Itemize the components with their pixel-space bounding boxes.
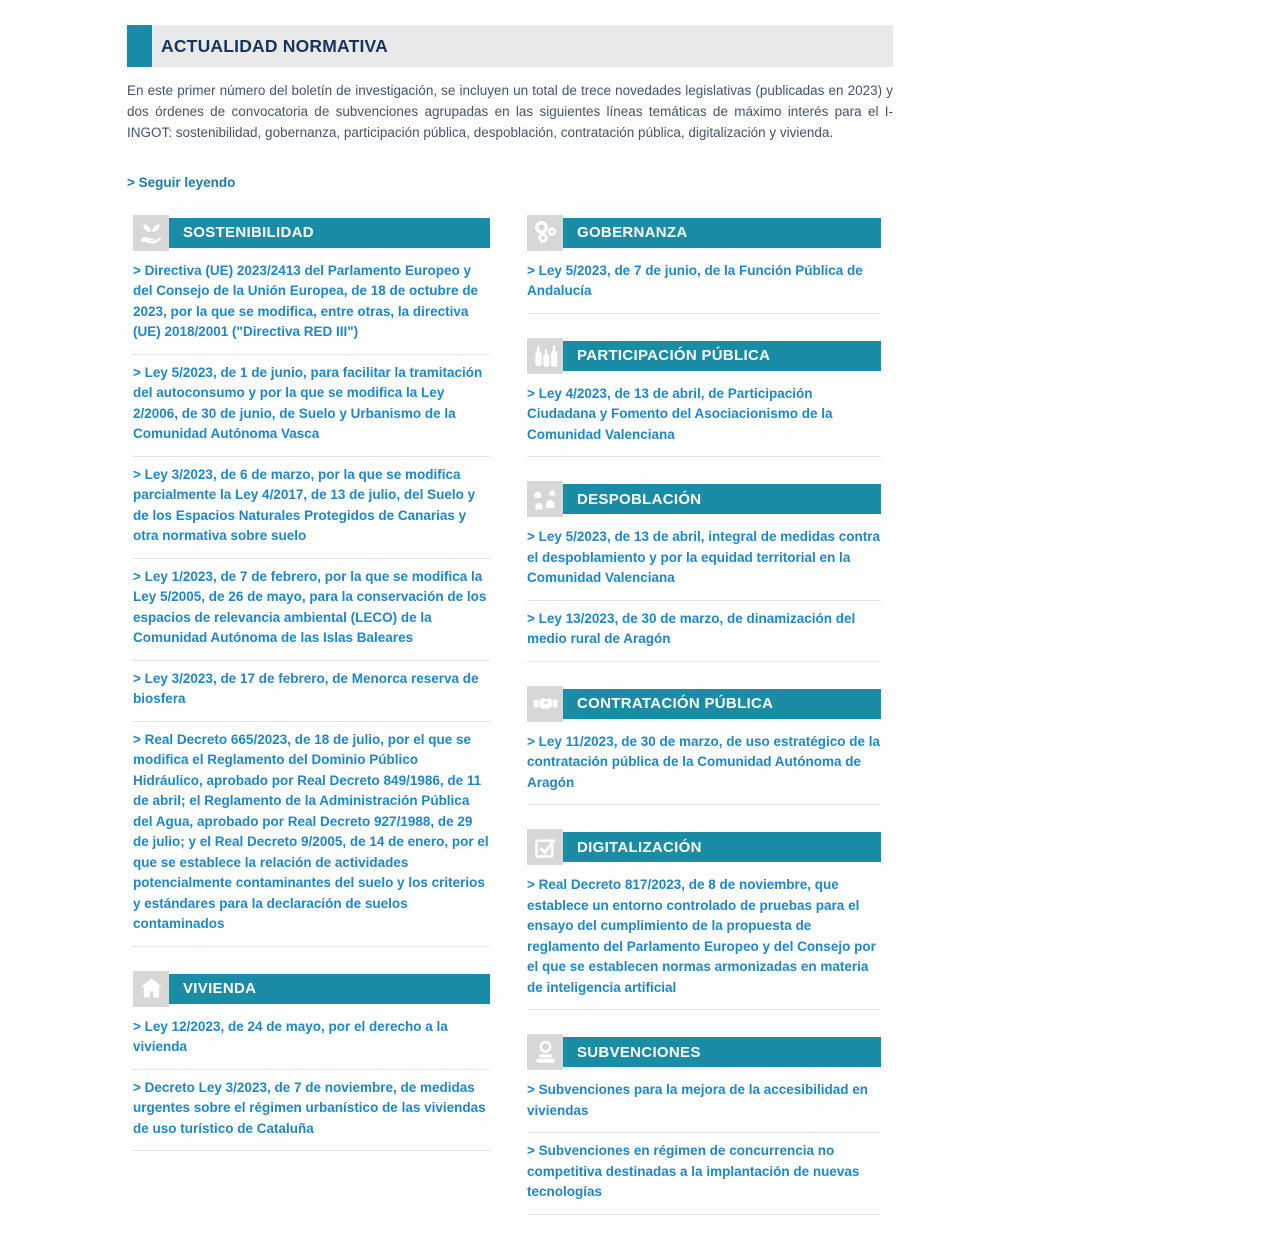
section-sostenibilidad xyxy=(133,218,490,947)
law-link[interactable]: > Directiva (UE) 2023/2413 del Parlamento Europeo y del Consejo de la Unión Europea, de 18 de octubre de 2023, por la que se modifica, entre otras, la directiva (UE) 2018/2001 ("Directiva RED III") xyxy=(133,253,490,355)
section-title: PARTICIPACIÓN PÚBLICA xyxy=(577,347,771,364)
section-items xyxy=(527,519,881,662)
section-title: GOBERNANZA xyxy=(577,224,688,241)
law-link[interactable]: > Ley 3/2023, de 6 de marzo, por la que se modifica parcialmente la Ley 4/2017, de 13 de julio, del Suelo y de los Espacios Naturales Protegidos de Canarias y otra normativa sobre suelo xyxy=(133,457,490,559)
law-link[interactable]: > Ley 5/2023, de 1 de junio, para facilitar la tramitación del autoconsumo y por la que se modifica la Ley 2/2006, de 30 de junio, de Suelo y Urbanismo de la Comunidad Autónoma Vasca xyxy=(133,355,490,457)
handshake-icon xyxy=(527,686,563,722)
section-items xyxy=(527,253,881,314)
section-vivienda xyxy=(133,974,490,1152)
section-header xyxy=(133,218,490,251)
law-link[interactable]: > Ley 1/2023, de 7 de febrero, por la que se modifica la Ley 5/2005, de 26 de mayo, para la conservación de los espacios de relevancia ambiental (LECO) de la Comunidad Autónoma de las Islas Baleares xyxy=(133,559,490,661)
read-more-link[interactable]: > Seguir leyendo xyxy=(127,174,236,190)
section-items xyxy=(133,253,490,947)
law-link[interactable]: > Subvenciones en régimen de concurrencia no competitiva destinadas a la implantación de nuevas tecnologías xyxy=(527,1133,881,1215)
section-title: CONTRATACIÓN PÚBLICA xyxy=(577,695,774,712)
section-items xyxy=(527,1072,881,1215)
section-banner xyxy=(127,25,893,67)
law-link[interactable]: > Ley 11/2023, de 30 de marzo, de uso estratégico de la contratación pública de la Comunidad Autónoma de Aragón xyxy=(527,724,881,806)
law-link[interactable]: > Decreto Ley 3/2023, de 7 de noviembre, de medidas urgentes sobre el régimen urbanístico de las viviendas de uso turístico de Cataluña xyxy=(133,1070,490,1152)
house-icon xyxy=(133,971,169,1007)
section-header xyxy=(527,832,881,865)
section-items xyxy=(527,724,881,806)
section-header xyxy=(527,341,881,374)
raised-hands-icon xyxy=(527,338,563,374)
section-title-bar xyxy=(563,218,881,248)
intro-paragraph: En este primer número del boletín de investigación, se incluyen un total de trece novedades legislativas (publicadas en 2023) y dos órdenes de convocatoria de subvenciones agrupadas en las siguientes líneas temáticas de máximo interés para el I-INGOT: sostenibilidad, gobernanza, participación pública, despoblación, contratación pública, digitalización y vivienda. xyxy=(127,83,893,140)
right-column xyxy=(527,218,881,1242)
section-title: SUBVENCIONES xyxy=(577,1043,701,1061)
section-items xyxy=(527,867,881,1010)
section-header xyxy=(527,1037,881,1070)
section-title-bar xyxy=(563,689,881,719)
section-items xyxy=(527,376,881,458)
gears-icon xyxy=(527,215,563,251)
section-title-bar xyxy=(563,484,881,514)
section-header xyxy=(133,974,490,1007)
law-link[interactable]: > Ley 13/2023, de 30 de marzo, de dinamización del medio rural de Aragón xyxy=(527,601,881,662)
section-participacion-publica xyxy=(527,341,881,458)
section-title: SOSTENIBILIDAD xyxy=(183,224,314,241)
section-title: DIGITALIZACIÓN xyxy=(577,838,702,856)
section-title-bar xyxy=(169,974,490,1004)
law-link[interactable]: > Ley 5/2023, de 7 de junio, de la Función Pública de Andalucía xyxy=(527,253,881,314)
grant-money-icon xyxy=(527,1034,563,1070)
section-title-bar xyxy=(563,1037,881,1067)
checkbox-icon xyxy=(527,829,563,865)
law-link[interactable]: > Ley 5/2023, de 13 de abril, integral de medidas contra el despoblamiento y por la equidad territorial en la Comunidad Valenciana xyxy=(527,519,881,601)
law-link[interactable]: > Subvenciones para la mejora de la accesibilidad en viviendas xyxy=(527,1072,881,1133)
seedling-hand-icon xyxy=(133,215,169,251)
section-subvenciones xyxy=(527,1037,881,1215)
columns xyxy=(127,218,893,1242)
banner-accent-square xyxy=(127,25,152,67)
section-header xyxy=(527,689,881,722)
law-link[interactable]: > Real Decreto 665/2023, de 18 de julio, por el que se modifica el Reglamento del Dominio Público Hidráulico, aprobado por Real Decreto 849/1986, de 11 de abril; el Reglamento de la Administración Pública del Agua, aprobado por Real Decreto 927/1988, de 29 de julio; y el Real Decreto 9/2005, de 14 de enero, por el que se establece la relación de actividades potencialmente contaminantes del suelo y los criterios y estándares para la declaración de suelos contaminados xyxy=(133,722,490,947)
law-link[interactable]: > Ley 3/2023, de 17 de febrero, de Menorca reserva de biosfera xyxy=(133,661,490,722)
section-title: VIVIENDA xyxy=(183,980,257,997)
law-link[interactable]: > Ley 12/2023, de 24 de mayo, por el derecho a la vivienda xyxy=(133,1009,490,1070)
law-link[interactable]: > Ley 4/2023, de 13 de abril, de Participación Ciudadana y Fomento del Asociacionismo de la Comunidad Valenciana xyxy=(527,376,881,458)
section-title: DESPOBLACIÓN xyxy=(577,490,702,508)
village-houses-icon xyxy=(527,481,563,517)
section-title-bar xyxy=(563,832,881,862)
section-gobernanza xyxy=(527,218,881,314)
section-header xyxy=(527,484,881,517)
section-items xyxy=(133,1009,490,1152)
newsletter-page xyxy=(127,25,893,1242)
section-header xyxy=(527,218,881,251)
section-digitalizacion xyxy=(527,832,881,1010)
section-contratacion-publica xyxy=(527,689,881,806)
page-title: ACTUALIDAD NORMATIVA xyxy=(161,35,388,56)
section-title-bar xyxy=(169,218,490,248)
law-link[interactable]: > Real Decreto 817/2023, de 8 de noviembre, que establece un entorno controlado de pruebas para el ensayo del cumplimiento de la propuesta de reglamento del Parlamento Europeo y del Consejo por el que se establecen normas armonizadas en materia de inteligencia artificial xyxy=(527,867,881,1010)
section-title-bar xyxy=(563,341,881,371)
section-despoblacion xyxy=(527,484,881,662)
left-column xyxy=(133,218,490,1179)
